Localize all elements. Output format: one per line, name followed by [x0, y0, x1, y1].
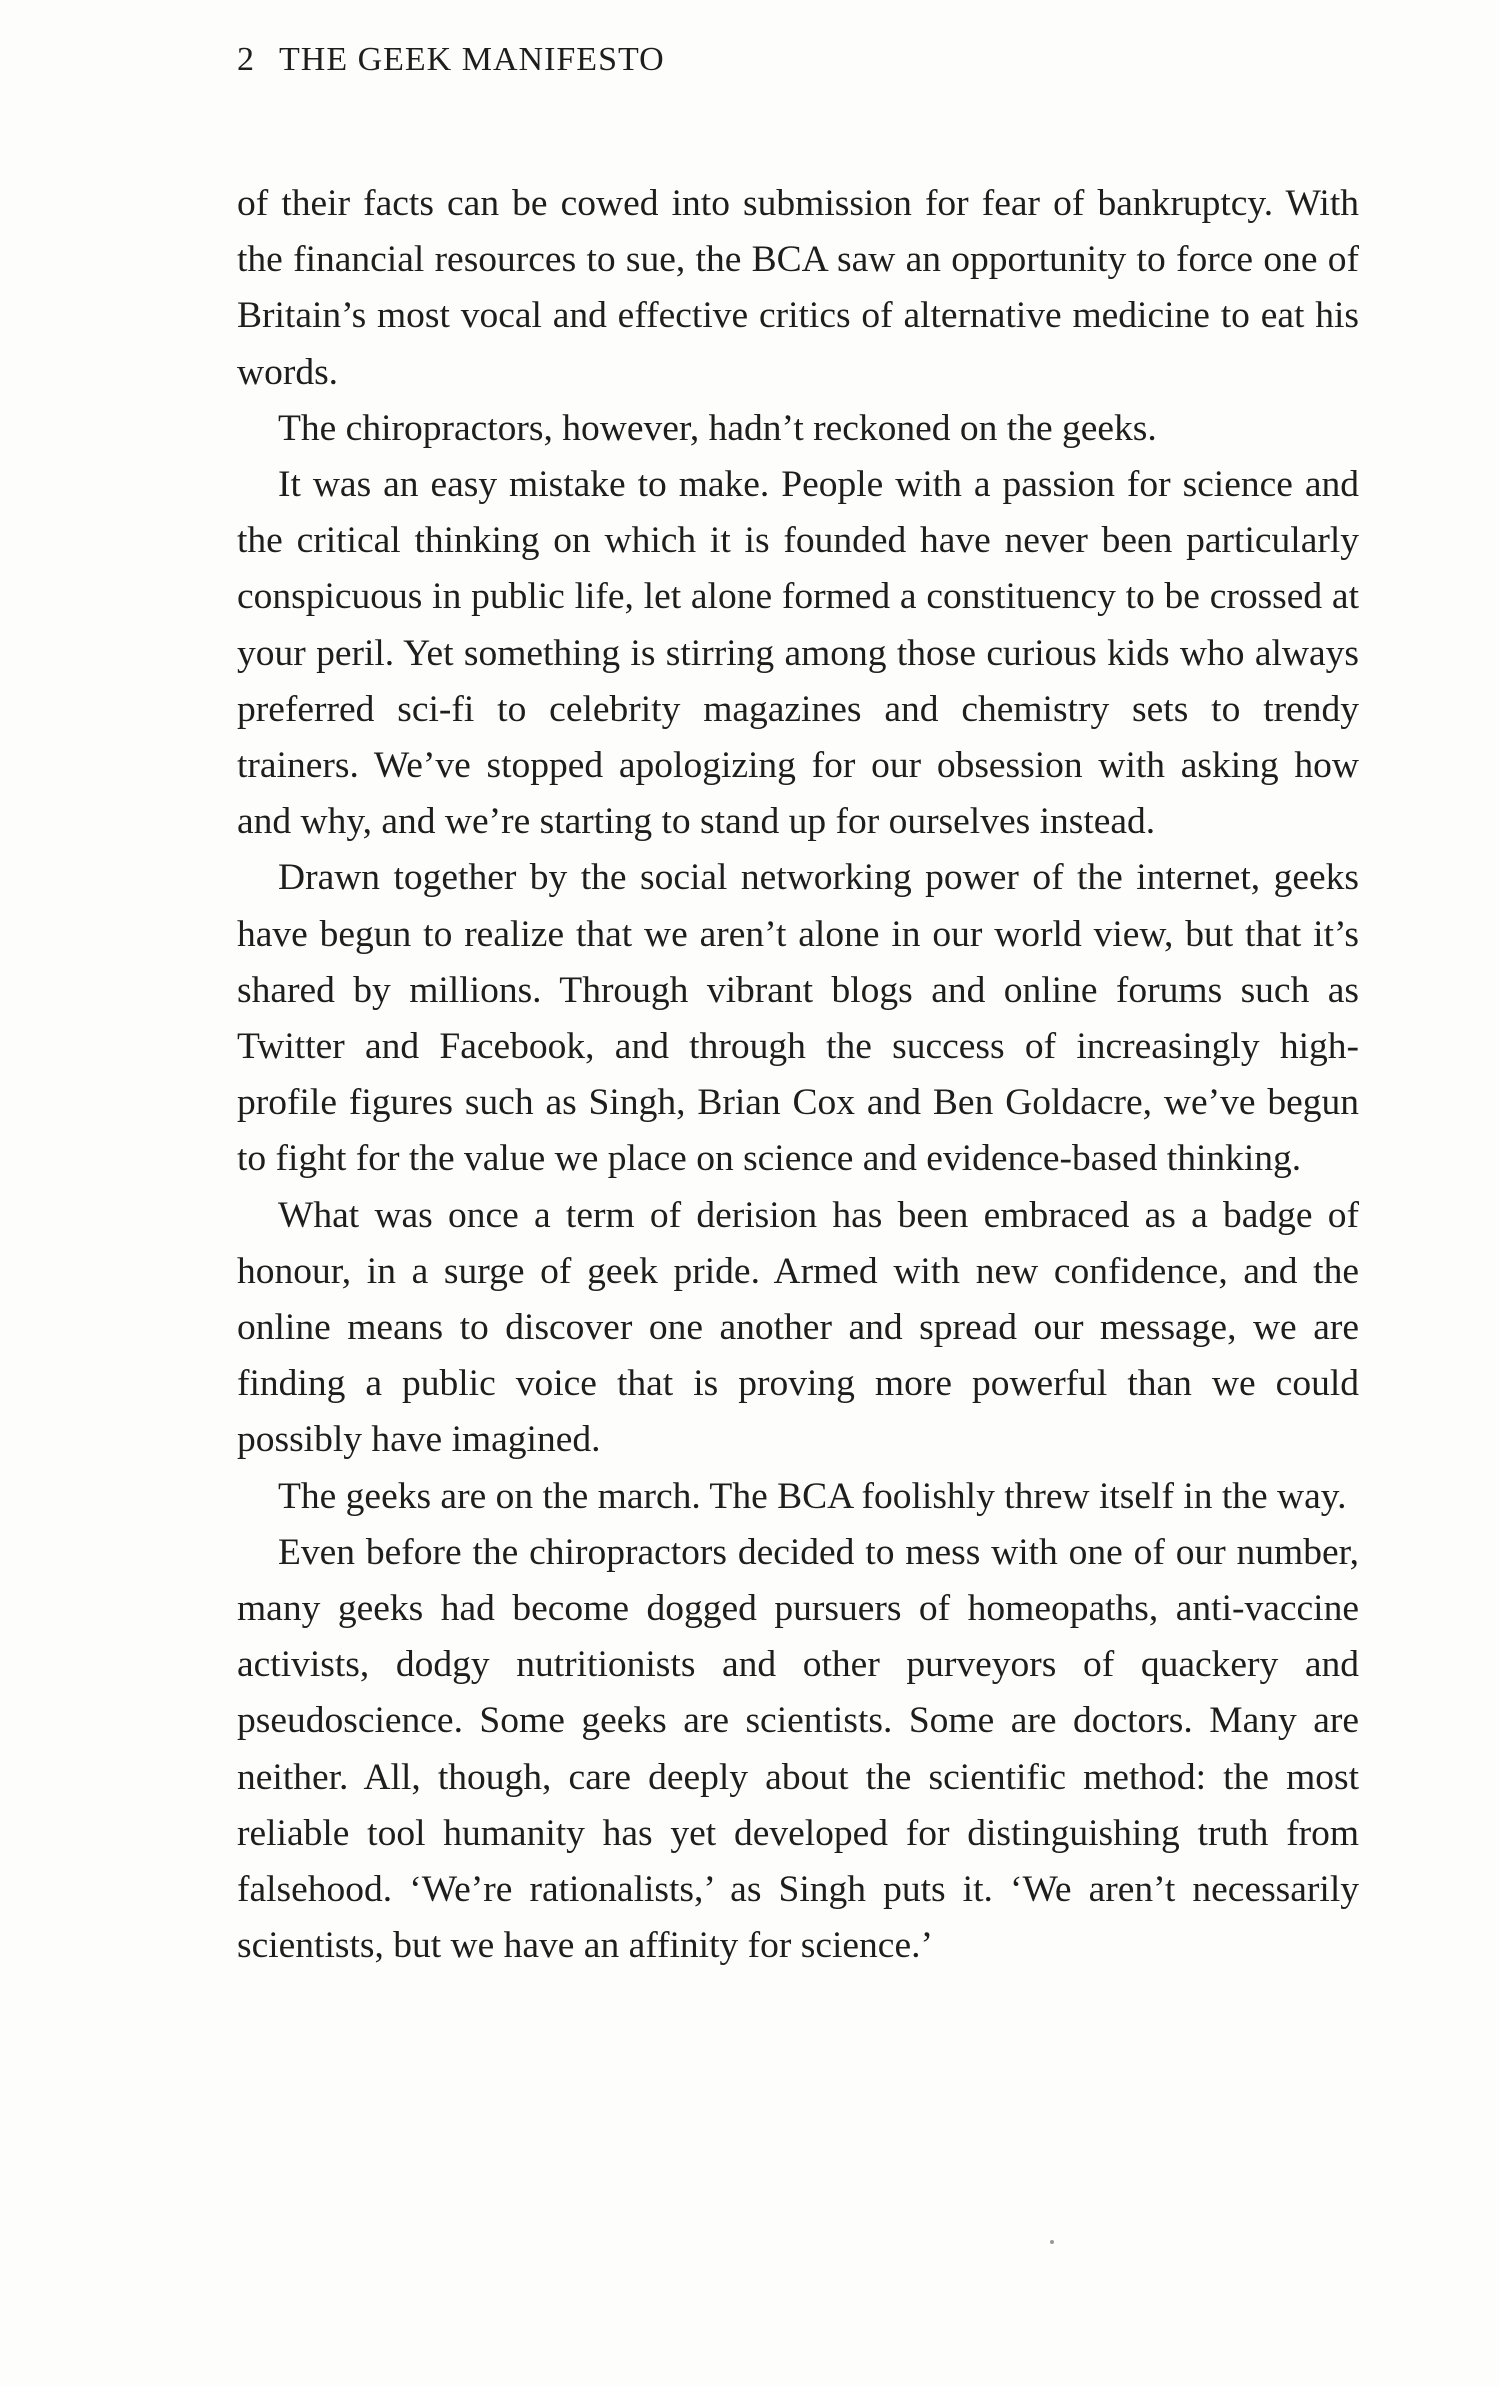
paragraph: Drawn together by the social networking power of the internet, geeks have begun to realize that we aren’t alone in our world view, but that it’s shared by millions. Through vibrant blogs and online forums such as Twitter and Facebook, and through the success of increasingly high-profile figures such as Singh, Brian Cox and Ben Goldacre, we’ve begun to fight for the value we place on science and evidence-based thinking.: [237, 857, 1359, 1180]
page-number: 2: [237, 41, 255, 78]
paragraph: Even before the chiropractors decided to mess with one of our number, many geeks had become dogged pursuers of homeopaths, anti-vaccine activists, dodgy nutritionists and other purveyors of quackery and pseudoscience. Some geeks are scientists. Some are doctors. Many are neither. All, though, care deeply about the scientific method: the most reliable tool humanity has yet developed for distinguishing truth from falsehood. ‘We’re rationalists,’ as Singh puts it. ‘We aren’t necessarily scientists, but we have an affinity for science.’: [237, 1531, 1359, 1967]
book-title: THE GEEK MANIFESTO: [279, 41, 665, 78]
stray-mark: [1050, 2240, 1054, 2244]
paragraph: of their facts can be cowed into submission for fear of bankruptcy. With the financial resources to sue, the BCA saw an opportunity to force one of Britain’s most vocal and effective critics of alternative medicine to eat his words.: [237, 183, 1359, 393]
paragraph: What was once a term of derision has been embraced as a badge of honour, in a surge of geek pride. Armed with new confidence, and the online means to discover one another and spread our message, we are finding a public voice that is proving more powerful than we could possibly have imagined.: [237, 1194, 1359, 1461]
paragraph: The geeks are on the march. The BCA foolishly threw itself in the way.: [278, 1475, 1347, 1517]
paragraph: It was an easy mistake to make. People with a passion for science and the critical thinking on which it is founded have never been particularly conspicuous in public life, let alone formed a constituency to be crossed at your peril. Yet something is stirring among those curious kids who always preferred sci-fi to celebrity magazines and chemistry sets to trendy trainers. We’ve stopped apologizing for our obsession with asking how and why, and we’re starting to stand up for ourselves instead.: [237, 464, 1359, 843]
body-text: [237, 176, 1359, 1975]
running-head: [237, 38, 665, 82]
paragraph: The chiropractors, however, hadn’t reckoned on the geeks.: [278, 407, 1157, 449]
